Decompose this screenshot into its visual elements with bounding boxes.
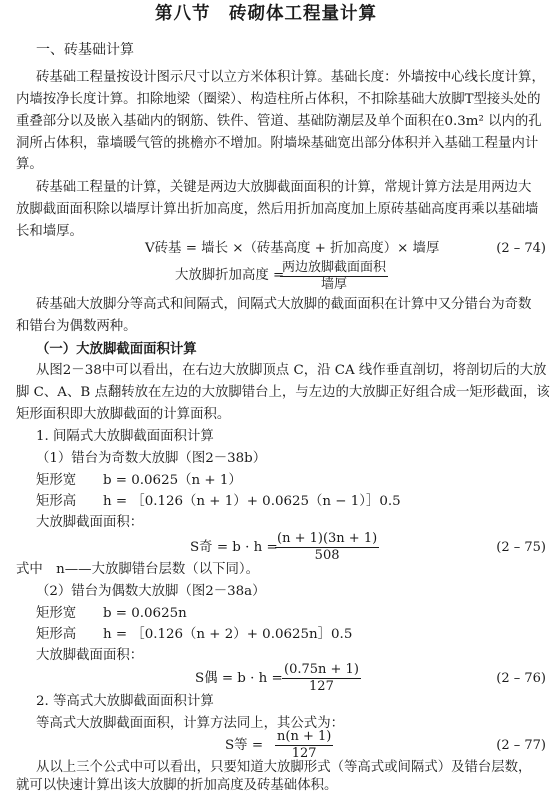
- rect-width-even: 矩形宽 b = 0.0625n: [36, 606, 187, 621]
- heading-1b: （2）错台为偶数大放脚（图2－38a）: [36, 584, 266, 599]
- equation-number: (2 – 76): [496, 671, 546, 686]
- fraction-numerator: 两边放脚截面面积: [282, 260, 387, 275]
- equation-fraction: [275, 729, 333, 762]
- section-heading: 一、砖基础计算: [36, 42, 134, 58]
- paragraph-line: 砖基础大放脚分等高式和间隔式，间隔式大放脚的截面面积在计算中又分错台为奇数: [36, 297, 532, 312]
- equation-fraction: [280, 260, 388, 293]
- equation-volume: V砖基 = 墙长 ×（砖基高度 + 折加高度）× 墙厚: [145, 241, 440, 256]
- equation-lhs: S偶 = b · h =: [195, 671, 283, 686]
- fraction-numerator: n(n + 1): [277, 729, 332, 744]
- fraction-numerator: (0.75n + 1): [284, 662, 359, 677]
- paragraph-line: 重叠部分以及嵌入基础内的钢筋、铁件、管道、基础防潮层及单个面积在0.3m² 以内的孔: [16, 114, 542, 129]
- paragraph-line: 砖基础工程量的计算，关键是两边大放脚截面面积的计算，常规计算方法是用两边大: [36, 180, 532, 195]
- area-label-odd: 大放脚截面面积：: [36, 515, 144, 530]
- equation-fraction: [275, 531, 379, 564]
- heading-1: 1. 间隔式大放脚截面面积计算: [36, 429, 214, 444]
- heading-2-text: 等高式大放脚截面面积，计算方法同上，其公式为：: [36, 716, 344, 731]
- paragraph-line: 脚 C、A、B 点翻转放在左边的大放脚错台上，与左边的大放脚正好组合成一矩形截面，该: [16, 385, 550, 400]
- equation-lhs: 大放脚折加高度 =: [175, 268, 285, 283]
- equation-lhs: S奇 = b · h =: [190, 540, 278, 555]
- heading-2: 2. 等高式大放脚截面面积计算: [36, 694, 214, 709]
- heading-1a: （1）错台为奇数大放脚（图2－38b）: [36, 451, 267, 466]
- paragraph-line: 矩形面积即大放脚截面的计算面积。: [16, 407, 231, 422]
- paragraph-line: 放脚截面面积除以墙厚计算出折加高度，然后用折加高度加上原砖基础高度再乘以基础墙: [16, 202, 539, 217]
- paragraph-line: 算。: [16, 157, 43, 172]
- paragraph-line: 砖基础工程量按设计图示尺寸以立方米体积计算。基础长度：外墙按中心线长度计算，: [36, 70, 545, 85]
- paragraph-line: 长和墙厚。: [16, 224, 83, 239]
- fraction-denominator: 127: [309, 679, 334, 694]
- paragraph-line: 和错台为偶数两种。: [16, 319, 137, 334]
- paragraph-line: 就可以快速计算出该大放脚的折加高度及砖基础体积。: [16, 778, 338, 793]
- paragraph-line: 从以上三个公式中可以看出，只要知道大放脚形式（等高式或间隔式）及错台层数，: [36, 760, 532, 775]
- rect-width-odd: 矩形宽 b = 0.0625（n + 1）: [36, 473, 242, 488]
- fraction-denominator: 墙厚: [321, 277, 348, 292]
- equation-number: (2 – 75): [496, 540, 546, 555]
- equation-lhs: S等 =: [225, 738, 264, 753]
- subsection-heading: （一）大放脚截面面积计算: [36, 341, 197, 357]
- area-label-even: 大放脚截面面积：: [36, 648, 144, 663]
- where-note: 式中 n——大放脚错台层数（以下同）。: [16, 562, 259, 577]
- fraction-denominator: 508: [314, 548, 340, 563]
- fraction-numerator: (n + 1)(3n + 1): [277, 531, 378, 546]
- page-title: 第八节 砖砌体工程量计算: [155, 4, 377, 24]
- rect-height-odd: 矩形高 h = ［0.126（n + 1）+ 0.0625（n − 1）］0.5: [36, 494, 401, 509]
- paragraph-line: 内墙按净长度计算。扣除地梁（圈梁）、构造柱所占体积，不扣除基础大放脚T型接头处的: [16, 92, 541, 107]
- equation-number: (2 – 77): [496, 738, 546, 753]
- equation-number: (2 – 74): [496, 241, 546, 256]
- paragraph-line: 洞所占体积，靠墙暖气管的挑檐亦不增加。附墙垛基础宽出部分体积并入基础工程量内计: [16, 136, 539, 151]
- equation-fraction: [282, 662, 361, 695]
- paragraph-line: 从图2－38中可以看出，在右边大放脚顶点 C，沿 CA 线作垂直剖切，将剖切后的大放: [36, 363, 547, 378]
- fraction-denominator: 127: [291, 746, 317, 761]
- rect-height-even: 矩形高 h = ［0.126（n + 2）+ 0.0625n］0.5: [36, 627, 353, 642]
